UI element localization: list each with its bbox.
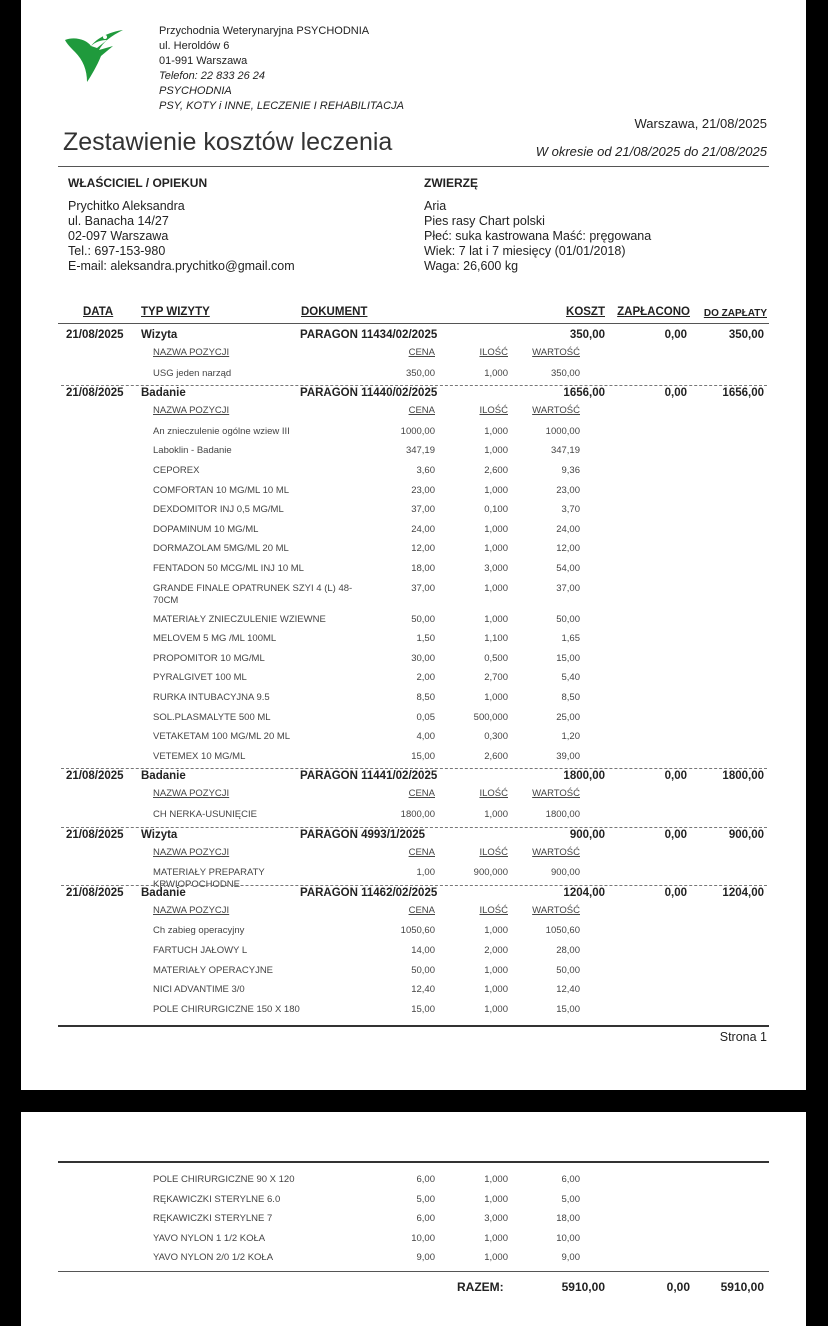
item-qty: 500,000 <box>473 711 508 723</box>
visit-document: PARAGON 11441/02/2025 <box>300 770 438 783</box>
visit-date: 21/08/2025 <box>66 329 124 341</box>
item-name: VETAKETAM 100 MG/ML 20 ML <box>153 731 291 743</box>
animal-weight: Waga: 26,600 kg <box>424 259 519 273</box>
item-name: CEPOREX <box>153 465 200 476</box>
item-qty: 0,300 <box>484 731 508 743</box>
items-header-name: NAZWA POZYCJI <box>153 788 230 800</box>
item-value: 350,00 <box>550 367 580 379</box>
items-header-qty: ILOŚĆ <box>479 405 508 417</box>
item-value: 1000,00 <box>545 425 580 437</box>
visit-paid: 0,00 <box>664 387 687 400</box>
item-name: FARTUCH JAŁOWY L <box>153 945 248 956</box>
column-cost: KOSZT <box>566 306 605 318</box>
document-page-1 <box>21 0 806 1090</box>
clinic-name: Przychodnia Weterynaryjna PSYCHODNIA <box>159 25 370 37</box>
item-qty: 1,000 <box>484 964 508 976</box>
item-price: 3,60 <box>416 465 435 476</box>
visit-due: 350,00 <box>728 329 764 341</box>
clinic-city: 01-991 Warszawa <box>159 55 248 67</box>
item-value: 1,65 <box>561 633 580 645</box>
visit-date: 21/08/2025 <box>66 828 124 841</box>
owner-info <box>68 199 295 274</box>
item-price: 24,00 <box>411 523 435 535</box>
item-value: 39,00 <box>556 750 580 762</box>
items-header-qty: ILOŚĆ <box>479 788 508 800</box>
item-value: 8,50 <box>561 692 580 703</box>
items-header-price: CENA <box>408 904 435 916</box>
document-title: Zestawienie kosztów leczenia <box>63 128 393 156</box>
item-name: YAVO NYLON 1 1/2 KOŁA <box>153 1232 266 1244</box>
item-price: 6,00 <box>416 1174 435 1185</box>
item-value: 1050,60 <box>545 925 580 937</box>
items-header-value: WARTOŚĆ <box>532 347 580 358</box>
item-price: 2,00 <box>416 672 435 684</box>
item-price: 347,19 <box>405 445 435 457</box>
item-qty: 1,000 <box>484 523 508 535</box>
item-qty: 1,000 <box>484 543 508 555</box>
item-price: 37,00 <box>411 582 435 594</box>
item-value: 18,00 <box>556 1213 580 1225</box>
item-qty: 1,000 <box>484 582 508 594</box>
item-qty: 1,000 <box>484 809 508 820</box>
item-qty: 1,000 <box>484 613 508 625</box>
item-qty: 1,000 <box>484 1174 508 1185</box>
owner-heading: WŁAŚCICIEL / OPIEKUN <box>68 176 208 190</box>
item-value: 347,19 <box>550 445 580 457</box>
visit-row <box>21 826 806 844</box>
owner-city: 02-097 Warszawa <box>68 229 169 243</box>
item-qty: 1,100 <box>484 633 508 645</box>
item-price: 1,00 <box>416 867 435 879</box>
visit-type: Badanie <box>141 886 186 899</box>
items-header <box>21 786 806 802</box>
item-qty: 0,500 <box>484 652 508 664</box>
item-name: DORMAZOLAM 5MG/ML 20 ML <box>153 543 289 555</box>
item-price: 50,00 <box>411 613 435 625</box>
title-divider <box>58 166 769 167</box>
owner-email: E-mail: aleksandra.prychitko@gmail.com <box>68 259 295 273</box>
item-value: 50,00 <box>556 964 580 976</box>
owner-phone: Tel.: 697-153-980 <box>68 244 166 258</box>
item-name: RURKA INTUBACYJNA 9.5 <box>153 692 270 703</box>
animal-info <box>424 199 651 274</box>
item-value: 37,00 <box>556 582 580 594</box>
items-header-value: WARTOŚĆ <box>532 904 580 916</box>
item-value: 12,40 <box>556 984 580 996</box>
clinic-phone: Telefon: 22 833 26 24 <box>159 70 266 82</box>
items-header-name: NAZWA POZYCJI <box>153 846 230 858</box>
clinic-street: ul. Heroldów 6 <box>159 40 230 52</box>
visit-type: Wizyta <box>141 828 178 841</box>
item-value: 50,00 <box>556 613 580 625</box>
item-name: PYRALGIVET 100 ML <box>153 672 247 684</box>
item-value: 25,00 <box>556 711 580 723</box>
item-value: 15,00 <box>556 1003 580 1015</box>
item-qty: 1,000 <box>484 1252 508 1264</box>
items-header-qty: ILOŚĆ <box>479 904 508 916</box>
item-qty: 1,000 <box>484 367 508 379</box>
animal-age: Wiek: 7 lat i 7 miesięcy (01/01/2018) <box>424 244 626 258</box>
items-header <box>21 403 806 419</box>
item-name: Ch zabieg operacyjny <box>153 925 245 937</box>
item-name: NICI ADVANTIME 3/0 <box>153 984 245 996</box>
visit-paid: 0,00 <box>664 828 687 841</box>
item-price: 5,00 <box>416 1193 435 1205</box>
item-name: POLE CHIRURGICZNE 90 X 120 <box>153 1174 295 1185</box>
item-qty: 1,000 <box>484 1193 508 1205</box>
columns-divider <box>58 323 769 324</box>
visit-type: Badanie <box>141 387 186 400</box>
item-name: PROPOMITOR 10 MG/ML <box>153 652 265 664</box>
item-name: DEXDOMITOR INJ 0,5 MG/ML <box>153 504 284 516</box>
visit-due: 900,00 <box>728 828 764 841</box>
items-header-qty: ILOŚĆ <box>479 846 508 858</box>
item-qty: 1,000 <box>484 1232 508 1244</box>
item-price: 1800,00 <box>400 809 435 820</box>
owner-name: Prychitko Aleksandra <box>68 199 185 213</box>
item-price: 4,00 <box>416 731 435 743</box>
item-value: 28,00 <box>556 945 580 956</box>
place-date: Warszawa, 21/08/2025 <box>634 116 767 131</box>
totals-rule <box>58 1271 769 1272</box>
item-qty: 1,000 <box>484 425 508 437</box>
item-name: SOL.PLASMALYTE 500 ML <box>153 711 271 723</box>
items-header-price: CENA <box>408 347 435 358</box>
items-header-name: NAZWA POZYCJI <box>153 347 230 358</box>
item-value: 1,20 <box>561 731 580 743</box>
item-price: 1,50 <box>416 633 435 645</box>
items-header-price: CENA <box>408 846 435 858</box>
items-header-value: WARTOŚĆ <box>532 846 580 858</box>
animal-heading: ZWIERZĘ <box>424 176 478 190</box>
item-name: CH NERKA-USUNIĘCIE <box>153 809 257 820</box>
clinic-logo <box>61 26 127 84</box>
item-qty: 1,000 <box>484 445 508 457</box>
column-date: DATA <box>83 306 114 318</box>
visit-document: PARAGON 11462/02/2025 <box>300 886 438 899</box>
item-qty: 2,600 <box>484 750 508 762</box>
item-name: FENTADON 50 MCG/ML INJ 10 ML <box>153 563 304 574</box>
visit-due: 1800,00 <box>722 770 764 783</box>
item-price: 0,05 <box>416 711 435 723</box>
visit-date: 21/08/2025 <box>66 770 124 783</box>
item-price: 6,00 <box>416 1213 435 1225</box>
items-header-price: CENA <box>408 405 435 417</box>
item-name: MATERIAŁY ZNIECZULENIE WZIEWNE <box>153 613 326 625</box>
item-value: 9,36 <box>561 465 580 476</box>
column-document: DOKUMENT <box>301 306 368 318</box>
visit-paid: 0,00 <box>664 886 687 899</box>
items-header-price: CENA <box>408 788 435 800</box>
item-qty: 1,000 <box>484 984 508 996</box>
items-header-value: WARTOŚĆ <box>532 788 580 800</box>
visit-row <box>21 326 806 344</box>
item-qty: 2,600 <box>484 465 508 476</box>
item-qty: 0,100 <box>484 504 508 516</box>
item-name: MATERIAŁY OPERACYJNE <box>153 964 274 976</box>
item-qty: 2,000 <box>484 945 508 956</box>
item-price: 10,00 <box>411 1232 435 1244</box>
visit-cost: 1204,00 <box>563 886 605 899</box>
item-price: 50,00 <box>411 964 435 976</box>
item-price: 23,00 <box>411 484 435 496</box>
item-name: Laboklin - Badanie <box>153 445 232 457</box>
item-value: 1800,00 <box>545 809 580 820</box>
visit-row <box>21 384 806 402</box>
item-name: MELOVEM 5 MG /ML 100ML <box>153 633 277 645</box>
items-header-name: NAZWA POZYCJI <box>153 405 230 417</box>
item-value: 5,00 <box>561 1193 580 1205</box>
item-qty: 900,000 <box>473 867 508 879</box>
item-value: 900,00 <box>550 867 580 879</box>
item-name: RĘKAWICZKI STERYLNE 6.0 <box>153 1193 281 1205</box>
document-page-2 <box>21 1112 806 1326</box>
visit-row <box>21 767 806 785</box>
visit-cost: 900,00 <box>569 828 605 841</box>
item-name: An znieczulenie ogólne wziew III <box>153 425 290 437</box>
item-name: GRANDE FINALE OPATRUNEK SZYI 4 (L) 48-70CM <box>153 582 353 606</box>
total-cost: 5910,00 <box>561 1280 605 1294</box>
item-qty: 2,700 <box>484 672 508 684</box>
visit-paid: 0,00 <box>664 329 687 341</box>
visit-row <box>21 884 806 902</box>
item-value: 23,00 <box>556 484 580 496</box>
visit-document: PARAGON 11440/02/2025 <box>300 387 438 400</box>
item-value: 12,00 <box>556 543 580 555</box>
owner-street: ul. Banacha 14/27 <box>68 214 169 228</box>
item-name: RĘKAWICZKI STERYLNE 7 <box>153 1213 273 1225</box>
items-header <box>21 903 806 919</box>
item-price: 18,00 <box>411 563 435 574</box>
animal-name: Aria <box>424 199 447 213</box>
animal-breed: Pies rasy Chart polski <box>424 214 545 228</box>
item-name: USG jeden narząd <box>153 367 232 379</box>
item-value: 10,00 <box>556 1232 580 1244</box>
items-header-qty: ILOŚĆ <box>479 347 508 358</box>
item-value: 6,00 <box>561 1174 580 1185</box>
item-price: 30,00 <box>411 652 435 664</box>
total-label: RAZEM: <box>457 1280 504 1294</box>
item-name: YAVO NYLON 2/0 1/2 KOŁA <box>153 1252 274 1264</box>
column-paid: ZAPŁACONO <box>617 306 690 318</box>
period-range: W okresie od 21/08/2025 do 21/08/2025 <box>535 144 767 159</box>
visit-type: Badanie <box>141 770 186 783</box>
item-price: 15,00 <box>411 1003 435 1015</box>
visit-document: PARAGON 11434/02/2025 <box>300 329 438 341</box>
item-price: 12,00 <box>411 543 435 555</box>
item-price: 350,00 <box>405 367 435 379</box>
item-name: VETEMEX 10 MG/ML <box>153 750 246 762</box>
visit-cost: 350,00 <box>569 329 605 341</box>
item-value: 15,00 <box>556 652 580 664</box>
page1-bottom-rule <box>58 1025 769 1027</box>
visit-type: Wizyta <box>141 329 178 341</box>
item-price: 1000,00 <box>400 425 435 437</box>
column-due: DO ZAPŁATY <box>703 308 767 319</box>
visit-paid: 0,00 <box>664 770 687 783</box>
item-price: 12,40 <box>411 984 435 996</box>
visit-due: 1204,00 <box>722 886 764 899</box>
item-price: 37,00 <box>411 504 435 516</box>
item-value: 24,00 <box>556 523 580 535</box>
items-header <box>21 345 806 361</box>
visit-due: 1656,00 <box>722 387 764 400</box>
item-price: 8,50 <box>416 692 435 703</box>
item-name: MATERIAŁY PREPARATY KRWIOPOCHODNE <box>153 867 265 891</box>
item-price: 14,00 <box>411 945 435 956</box>
item-value: 54,00 <box>556 563 580 574</box>
items-header <box>21 845 806 861</box>
item-qty: 1,000 <box>484 484 508 496</box>
items-header-value: WARTOŚĆ <box>532 405 580 417</box>
visit-date: 21/08/2025 <box>66 387 124 400</box>
item-value: 3,70 <box>561 504 580 516</box>
item-price: 1050,60 <box>400 925 435 937</box>
visit-cost: 1656,00 <box>563 387 605 400</box>
item-qty: 3,000 <box>484 1213 508 1225</box>
clinic-header <box>159 24 404 114</box>
item-name: POLE CHIRURGICZNE 150 X 180 <box>153 1003 300 1015</box>
animal-sex-color: Płeć: suka kastrowana Maść: pręgowana <box>424 229 652 243</box>
visit-document: PARAGON 4993/1/2025 <box>300 828 426 841</box>
item-value: 5,40 <box>561 672 580 684</box>
visit-date: 21/08/2025 <box>66 886 124 899</box>
clinic-tagline: PSY, KOTY i INNE, LECZENIE I REHABILITACJA <box>159 100 404 112</box>
visit-cost: 1800,00 <box>563 770 605 783</box>
item-qty: 1,000 <box>484 925 508 937</box>
item-qty: 3,000 <box>484 563 508 574</box>
page-number: Strona 1 <box>719 1030 767 1044</box>
total-paid: 0,00 <box>666 1280 690 1294</box>
item-value: 9,00 <box>561 1252 580 1264</box>
items-header-name: NAZWA POZYCJI <box>153 904 230 916</box>
item-qty: 1,000 <box>484 692 508 703</box>
item-price: 15,00 <box>411 750 435 762</box>
item-name: DOPAMINUM 10 MG/ML <box>153 523 259 535</box>
page2-top-rule <box>58 1161 769 1163</box>
item-price: 9,00 <box>416 1252 435 1264</box>
item-name: COMFORTAN 10 MG/ML 10 ML <box>153 484 290 496</box>
clinic-brand: PSYCHODNIA <box>159 85 232 97</box>
item-qty: 1,000 <box>484 1003 508 1015</box>
column-type: TYP WIZYTY <box>141 306 210 318</box>
total-due: 5910,00 <box>720 1280 764 1294</box>
